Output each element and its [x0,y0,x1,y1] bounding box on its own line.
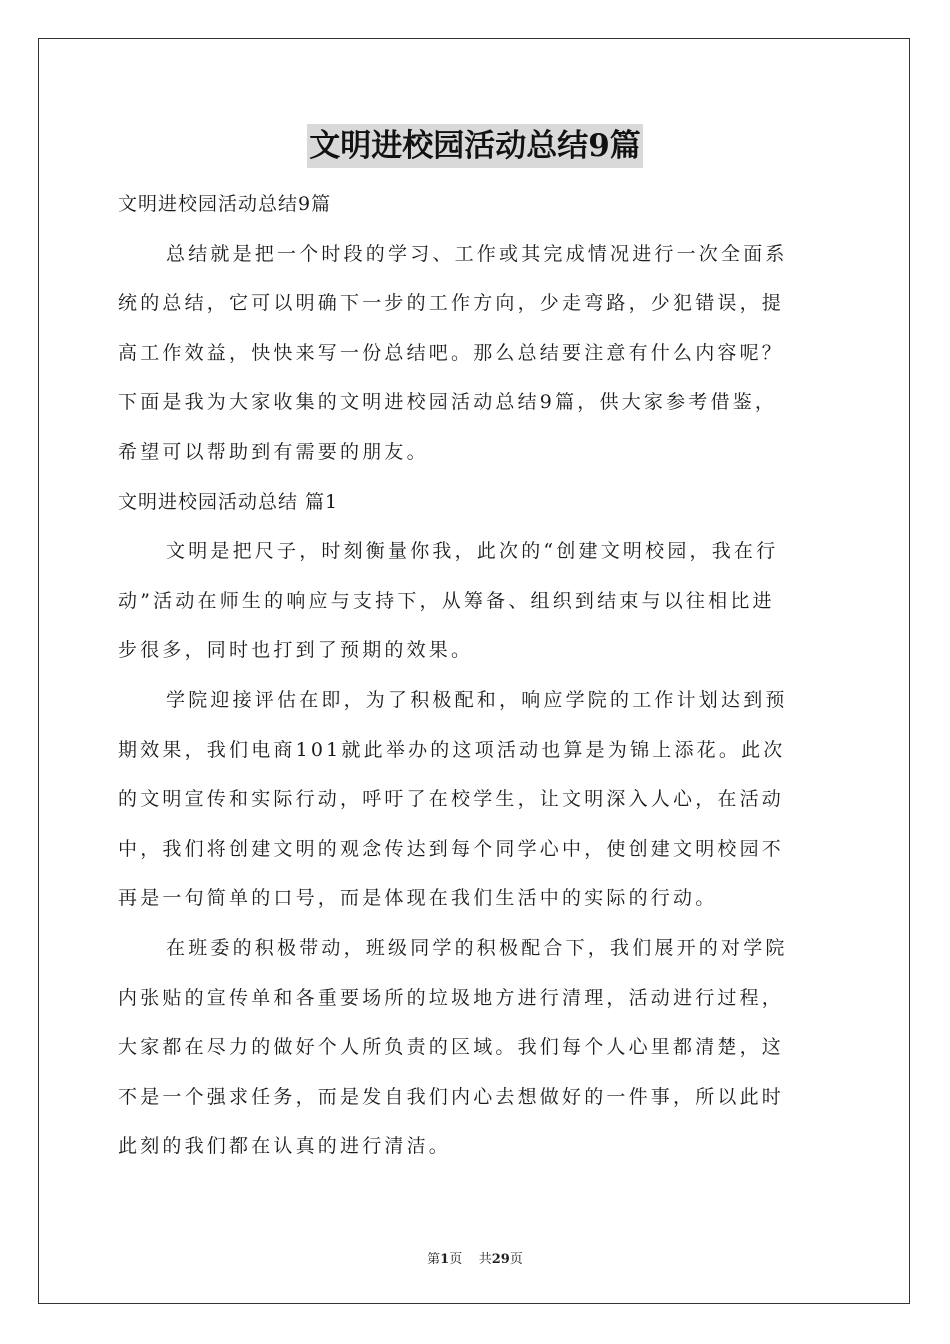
document-title-container [0,124,950,168]
document-title: 文明进校园活动总结9篇 [307,124,643,168]
paragraph-line: 总结就是把一个时段的学习、工作或其完成情况进行一次全面系 [166,242,788,265]
paragraph-line: 的文明宣传和实际行动，呼吁了在校学生，让文明深入人心，在活动 [118,788,785,811]
paragraph-line: 动”活动在师生的响应与支持下，从筹备、组织到结束与以往相比进 [118,589,775,612]
paragraph-line: 不是一个强求任务，而是发自我们内心去想做好的一件事，所以此时 [118,1085,785,1108]
paragraph-line: 再是一句简单的口号，而是体现在我们生活中的实际的行动。 [118,887,718,910]
paragraph-line: 统的总结，它可以明确下一步的工作方向，少走弯路，少犯错误，提 [118,292,785,315]
paragraph-line: 文明是把尺子，时刻衡量你我，此次的“创建文明校园，我在行 [166,540,779,563]
paragraph-line: 中，我们将创建文明的观念传达到每个同学心中，使创建文明校园不 [118,837,785,860]
paragraph-line: 此刻的我们都在认真的进行清洁。 [118,1135,452,1158]
subtitle-line: 文明进校园活动总结9篇 [118,193,332,215]
paragraph-line: 大家都在尽力的做好个人所负责的区域。我们每个人心里都清楚，这 [118,1036,785,1059]
paragraph-line: 在班委的积极带动，班级同学的积极配合下，我们展开的对学院 [166,936,788,959]
page-number: 1 [440,1252,450,1267]
document-body [118,180,832,1172]
page-number-suffix: 页 [449,1252,463,1267]
page-number-prefix: 第 [427,1252,441,1267]
page-footer [0,1248,950,1267]
paragraph-line: 下面是我为大家收集的文明进校园活动总结9篇，供大家参考借鉴， [118,391,778,414]
paragraph-line: 高工作效益，快快来写一份总结吧。那么总结要注意有什么内容呢？ [118,341,785,364]
paragraph-line: 期效果，我们电商101就此举办的这项活动也算是为锦上添花。此次 [118,738,786,761]
paragraph-line: 内张贴的宣传单和各重要场所的垃圾地方进行清理，活动进行过程， [118,986,785,1009]
paragraph-line: 学院迎接评估在即，为了积极配和，响应学院的工作计划达到预 [166,688,788,711]
total-pages: 29 [491,1252,510,1267]
paragraph-line: 步很多，同时也打到了预期的效果。 [118,639,474,662]
paragraph-line: 希望可以帮助到有需要的朋友。 [118,440,429,463]
total-pages-suffix: 页 [509,1252,523,1267]
section-heading: 文明进校园活动总结 篇1 [118,490,339,513]
total-pages-prefix: 共 [478,1252,492,1267]
